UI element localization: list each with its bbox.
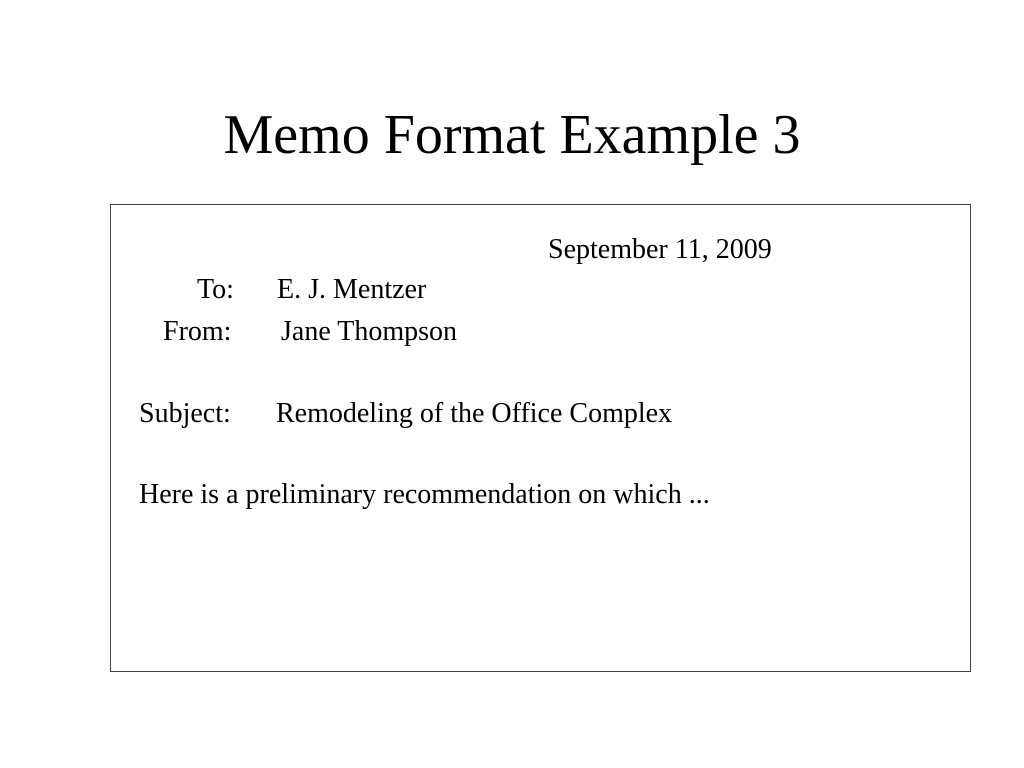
memo-subject-value: Remodeling of the Office Complex <box>276 398 673 429</box>
memo-date: September 11, 2009 <box>548 234 772 265</box>
memo-box <box>110 204 971 672</box>
memo-to-value: E. J. Mentzer <box>277 274 427 305</box>
slide-title: Memo Format Example 3 <box>223 104 801 166</box>
memo-to-label: To: <box>197 274 234 305</box>
memo-subject-label: Subject: <box>139 398 231 429</box>
memo-body: Here is a preliminary recommendation on which ... <box>139 479 710 510</box>
memo-from-value: Jane Thompson <box>281 316 458 347</box>
memo-from-label: From: <box>163 316 232 347</box>
